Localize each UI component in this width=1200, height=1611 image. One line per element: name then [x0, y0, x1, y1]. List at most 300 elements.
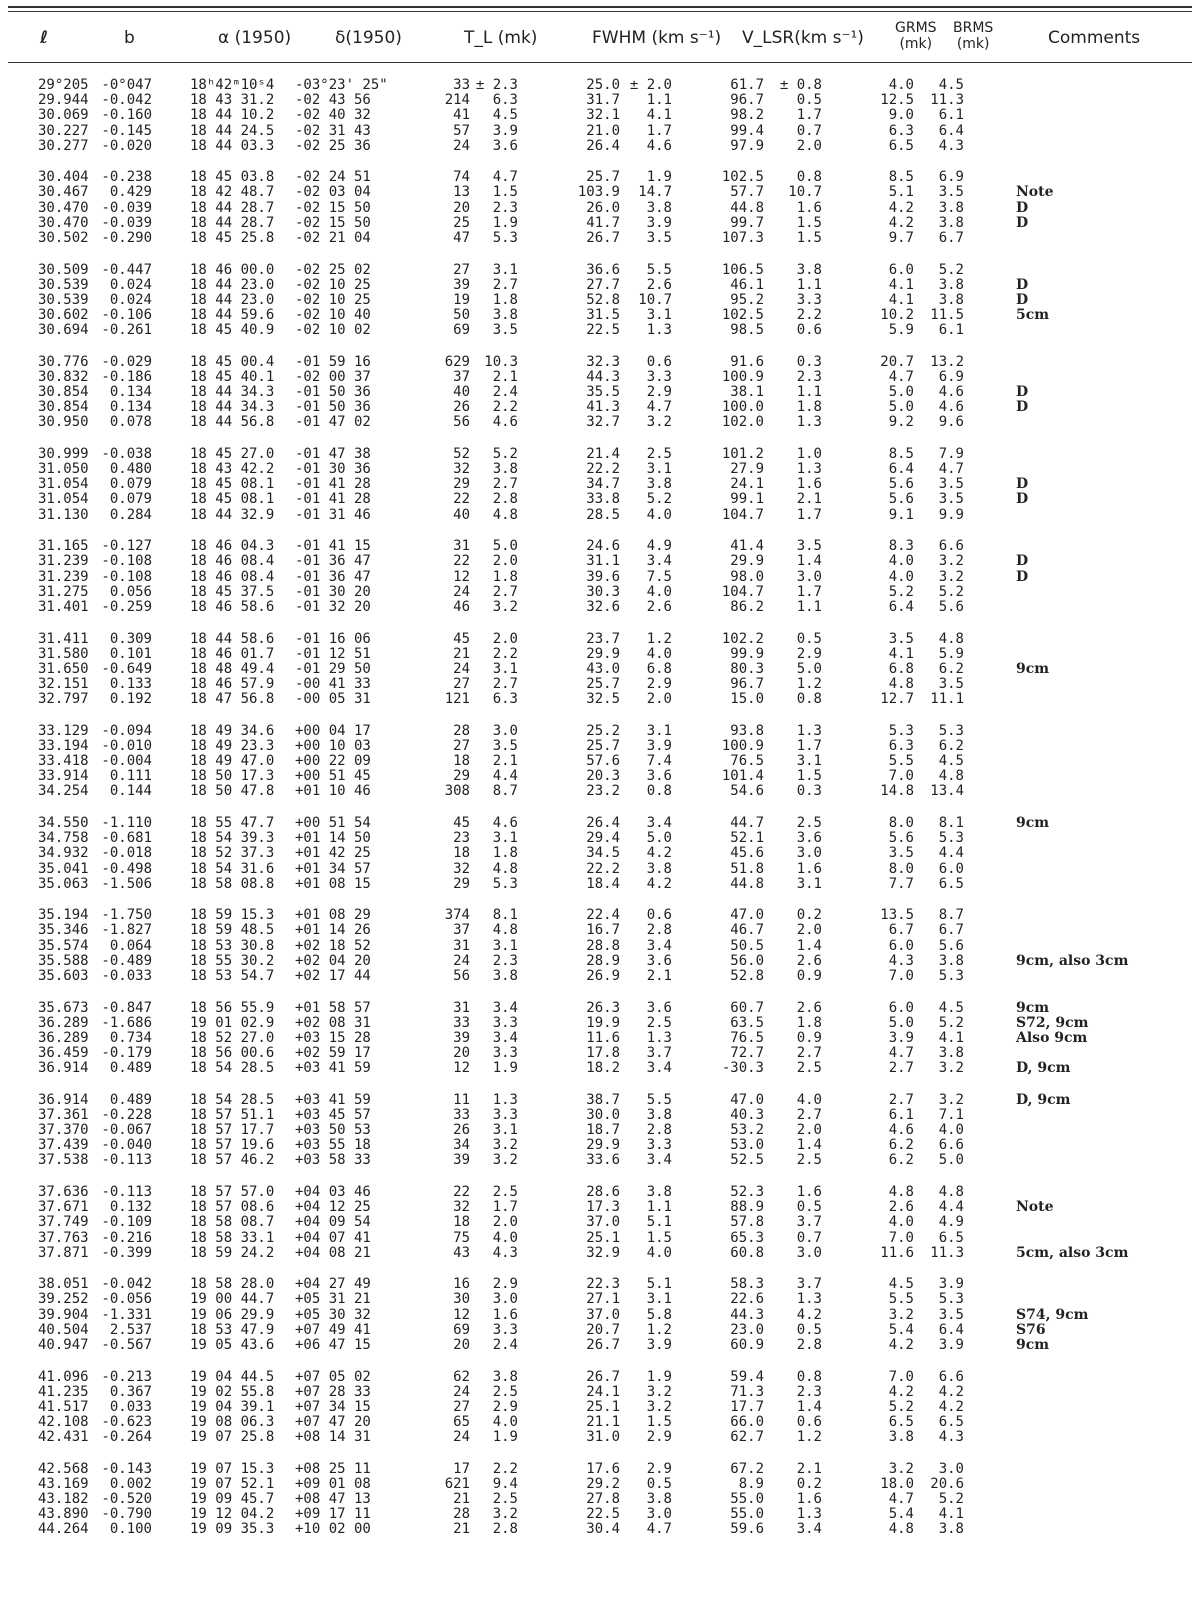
fwhm-err-cell: 4.7	[646, 1521, 672, 1538]
ra-cell: 18 44 23.0	[190, 276, 275, 293]
tl-err-cell: 3.8	[492, 1368, 518, 1385]
vlsr-err-cell: 2.6	[796, 952, 822, 969]
tl-err-cell: 2.1	[492, 753, 518, 770]
l-cell: 31.239	[38, 553, 89, 570]
dec-cell: +03 41 59	[295, 1091, 371, 1108]
vlsr-cell: 22.6	[730, 1291, 764, 1308]
dec-cell: -01 59 16	[295, 353, 371, 370]
vlsr-cell: 47.0	[730, 1091, 764, 1108]
vlsr-err-cell: 3.6	[796, 830, 822, 847]
brms-cell: 7.1	[938, 1106, 964, 1123]
comment-cell: S74, 9cm	[1016, 1306, 1089, 1323]
brms-cell: 4.9	[938, 1214, 964, 1231]
fwhm-err-cell: 4.2	[646, 845, 672, 862]
fwhm-err-cell: 5.1	[646, 1214, 672, 1231]
dec-cell: -01 32 20	[295, 598, 371, 615]
dec-cell: -02 10 25	[295, 276, 371, 293]
vlsr-err-cell: 0.9	[796, 967, 822, 984]
header-l: ℓ	[40, 28, 49, 48]
fwhm-err-cell: 0.6	[646, 907, 672, 924]
l-cell: 38.051	[38, 1276, 89, 1293]
grms-cell: 20.7	[880, 353, 914, 370]
tl-cell: 23	[453, 830, 470, 847]
vlsr-cell: 60.9	[730, 1336, 764, 1353]
grms-cell: 5.2	[888, 1398, 914, 1415]
comment-cell: D	[1016, 291, 1029, 308]
grms-cell: 4.0	[888, 568, 914, 585]
tl-cell: 24	[453, 660, 470, 677]
brms-cell: 4.8	[938, 630, 964, 647]
l-cell: 40.947	[38, 1336, 89, 1353]
tl-err-cell: 3.3	[492, 1321, 518, 1338]
brms-cell: 4.5	[938, 753, 964, 770]
fwhm-err-cell: 3.5	[646, 229, 672, 246]
b-cell: 0.002	[109, 1475, 152, 1492]
tl-cell: 20	[453, 199, 470, 216]
dec-cell: -02 21 04	[295, 229, 371, 246]
dec-cell: +08 25 11	[295, 1460, 371, 1477]
fwhm-err-cell: 3.0	[646, 1506, 672, 1523]
tl-cell: 46	[453, 598, 470, 615]
grms-cell: 3.9	[888, 1029, 914, 1046]
b-cell: -0.109	[101, 1214, 152, 1231]
tl-cell: 29	[453, 768, 470, 785]
tl-cell: 22	[453, 553, 470, 570]
fwhm-cell: 44.3	[586, 368, 620, 385]
l-cell: 33.129	[38, 722, 89, 739]
header-brms: BRMS (mk)	[953, 20, 994, 52]
b-cell: -0.033	[101, 967, 152, 984]
b-cell: 0.078	[109, 414, 152, 431]
tl-cell: 13	[453, 184, 470, 201]
vlsr-cell: 96.7	[730, 676, 764, 692]
tl-err-cell: 4.3	[492, 1244, 518, 1261]
brms-cell: 5.2	[938, 1491, 964, 1507]
fwhm-err-cell: 1.9	[646, 169, 672, 186]
fwhm-err-cell: 2.9	[646, 1460, 672, 1477]
ra-cell: 18 50 17.3	[190, 768, 275, 785]
fwhm-err-cell: 3.8	[646, 1491, 672, 1507]
b-cell: 0.480	[109, 461, 152, 478]
dec-cell: -02 15 50	[295, 214, 371, 231]
fwhm-cell: 37.0	[586, 1306, 620, 1323]
l-cell: 32.151	[38, 676, 89, 692]
vlsr-cell: 99.7	[730, 214, 764, 231]
vlsr-err-cell: 1.1	[796, 276, 822, 293]
fwhm-cell: 18.7	[586, 1122, 620, 1139]
l-cell: 30.950	[38, 414, 89, 431]
b-cell: -1.110	[101, 815, 152, 831]
b-cell: 0.144	[109, 783, 152, 800]
brms-cell: 11.3	[930, 92, 964, 109]
l-cell: 30.854	[38, 384, 89, 401]
tl-err-cell: 2.4	[492, 384, 518, 401]
ra-cell: 18 57 08.6	[190, 1199, 275, 1216]
grms-cell: 7.0	[888, 967, 914, 984]
vlsr-cell: 106.5	[721, 261, 764, 278]
grms-cell: 6.1	[888, 1106, 914, 1123]
fwhm-cell: 29.9	[586, 645, 620, 662]
b-cell: -0.042	[101, 92, 152, 109]
brms-cell: 11.5	[930, 307, 964, 323]
b-cell: -0.040	[101, 1137, 152, 1154]
vlsr-err-cell: 1.1	[796, 598, 822, 615]
dec-cell: +07 05 02	[295, 1368, 371, 1385]
brms-cell: 5.6	[938, 937, 964, 954]
grms-cell: 4.1	[888, 645, 914, 662]
tl-err-cell: 2.0	[492, 1214, 518, 1231]
grms-cell: 6.2	[888, 1137, 914, 1154]
fwhm-cell: 21.0	[586, 122, 620, 139]
ra-cell: 19 02 55.8	[190, 1383, 275, 1400]
dec-cell: +02 04 20	[295, 952, 371, 969]
ra-cell: 18 44 34.3	[190, 399, 275, 416]
tl-err-cell: 3.2	[492, 1137, 518, 1154]
l-cell: 37.749	[38, 1214, 89, 1231]
fwhm-cell: 25.2	[586, 722, 620, 739]
vlsr-err-cell: 1.3	[796, 1506, 822, 1523]
tl-err-cell: 3.5	[492, 322, 518, 339]
fwhm-cell: 31.7	[586, 92, 620, 109]
dec-cell: -01 16 06	[295, 630, 371, 647]
grms-cell: 5.4	[888, 1321, 914, 1338]
ra-cell: 18 44 24.5	[190, 122, 275, 139]
fwhm-err-cell: 5.2	[646, 491, 672, 508]
brms-cell: 3.5	[938, 184, 964, 201]
brms-cell: 11.1	[930, 691, 964, 708]
fwhm-err-cell: 3.9	[646, 1336, 672, 1353]
grms-cell: 12.5	[880, 92, 914, 109]
tl-cell: 30	[453, 1291, 470, 1308]
fwhm-err-cell: 3.4	[646, 1152, 672, 1169]
grms-cell: 3.8	[888, 1429, 914, 1446]
fwhm-err-cell: 3.1	[646, 722, 672, 739]
fwhm-err-cell: 3.4	[646, 815, 672, 831]
b-cell: -0.290	[101, 229, 152, 246]
vlsr-cell: 66.0	[730, 1414, 764, 1430]
vlsr-cell: 47.0	[730, 907, 764, 924]
tl-err-cell: 4.4	[492, 768, 518, 785]
ra-cell: 18 52 27.0	[190, 1029, 275, 1046]
l-cell: 31.054	[38, 491, 89, 508]
comment-cell: 5cm	[1016, 307, 1050, 323]
tl-cell: 33	[453, 77, 470, 93]
l-cell: 37.361	[38, 1106, 89, 1123]
tl-cell: 629	[444, 353, 470, 370]
l-cell: 30.467	[38, 184, 89, 201]
vlsr-err-cell: 1.6	[796, 199, 822, 216]
b-cell: 0.079	[109, 476, 152, 493]
fwhm-cell: 18.2	[586, 1060, 620, 1077]
fwhm-err-cell: 1.9	[646, 1368, 672, 1385]
fwhm-cell: 32.3	[586, 353, 620, 370]
fwhm-cell: 28.5	[586, 506, 620, 523]
dec-cell: -01 36 47	[295, 568, 371, 585]
vlsr-cell: 76.5	[730, 1029, 764, 1046]
ra-cell: 18 55 30.2	[190, 952, 275, 969]
vlsr-err-cell: 0.2	[796, 907, 822, 924]
ra-cell: 18 46 01.7	[190, 645, 275, 662]
dec-cell: +08 47 13	[295, 1491, 371, 1507]
tl-err-cell: 4.5	[492, 107, 518, 124]
b-cell: -0.216	[101, 1229, 152, 1246]
vlsr-err-cell: 1.3	[796, 414, 822, 431]
grms-cell: 4.2	[888, 1336, 914, 1353]
brms-cell: 3.2	[938, 553, 964, 570]
grms-cell: 3.5	[888, 630, 914, 647]
vlsr-err-cell: 1.5	[796, 229, 822, 246]
ra-cell: 18 45 40.9	[190, 322, 275, 339]
brms-cell: 4.3	[938, 137, 964, 154]
grms-cell: 5.0	[888, 384, 914, 401]
comment-cell: Note	[1016, 1199, 1054, 1216]
fwhm-cell: 29.2	[586, 1475, 620, 1492]
fwhm-err-cell: 3.8	[646, 1106, 672, 1123]
tl-cell: 52	[453, 446, 470, 462]
tl-err-cell: 2.2	[492, 645, 518, 662]
fwhm-err-cell: 1.1	[646, 92, 672, 109]
fwhm-err-cell: 3.2	[646, 1383, 672, 1400]
dec-cell: +09 01 08	[295, 1475, 371, 1492]
brms-cell: 4.4	[938, 1199, 964, 1216]
dec-cell: +02 59 17	[295, 1045, 371, 1061]
fwhm-cell: 38.7	[586, 1091, 620, 1108]
tl-err-cell: 5.3	[492, 229, 518, 246]
fwhm-err-cell: 3.2	[646, 414, 672, 431]
comment-cell: D, 9cm	[1016, 1091, 1071, 1108]
vlsr-err-cell: 1.6	[796, 1184, 822, 1200]
grms-cell: 10.2	[880, 307, 914, 323]
tl-cell: 27	[453, 1398, 470, 1415]
brms-cell: 3.5	[938, 491, 964, 508]
vlsr-err-cell: 3.4	[796, 1521, 822, 1538]
tl-err-cell: 5.2	[492, 446, 518, 462]
grms-cell: 2.7	[888, 1060, 914, 1077]
vlsr-err-cell: 1.7	[796, 107, 822, 124]
tl-err-cell: 2.3	[492, 952, 518, 969]
dec-cell: -02 10 25	[295, 291, 371, 308]
fwhm-cell: 26.0	[586, 199, 620, 216]
l-cell: 30.539	[38, 291, 89, 308]
fwhm-err-cell: 4.2	[646, 875, 672, 892]
vlsr-err-cell: 1.8	[796, 399, 822, 416]
fwhm-err-cell: 2.8	[646, 1122, 672, 1139]
b-cell: -0.020	[101, 137, 152, 154]
ra-cell: 18 46 08.4	[190, 553, 275, 570]
fwhm-err-cell: 5.1	[646, 1276, 672, 1293]
b-cell: -1.686	[101, 1014, 152, 1031]
fwhm-cell: 25.0	[586, 77, 620, 93]
vlsr-cell: 104.7	[721, 506, 764, 523]
ra-cell: 18 58 28.0	[190, 1276, 275, 1293]
ra-cell: 18 49 23.3	[190, 737, 275, 754]
fwhm-err-cell: 3.3	[646, 1137, 672, 1154]
fwhm-err-cell: 0.8	[646, 783, 672, 800]
vlsr-err-cell: 1.8	[796, 1014, 822, 1031]
vlsr-err-cell: 2.2	[796, 307, 822, 323]
vlsr-err-cell: 1.7	[796, 583, 822, 600]
vlsr-err-cell: 0.8	[796, 169, 822, 186]
fwhm-cell: 24.6	[586, 538, 620, 555]
brms-cell: 6.9	[938, 169, 964, 186]
fwhm-cell: 30.4	[586, 1521, 620, 1538]
b-cell: -0.520	[101, 1491, 152, 1507]
fwhm-err-cell: 4.0	[646, 645, 672, 662]
fwhm-cell: 23.7	[586, 630, 620, 647]
brms-cell: 3.9	[938, 1276, 964, 1293]
b-cell: 0.489	[109, 1060, 152, 1077]
tl-cell: 65	[453, 1414, 470, 1430]
comment-cell: D	[1016, 276, 1029, 293]
fwhm-err-cell: 4.1	[646, 107, 672, 124]
vlsr-cell: 59.6	[730, 1521, 764, 1538]
fwhm-err-cell: 2.6	[646, 598, 672, 615]
vlsr-err-cell: 0.5	[796, 630, 822, 647]
fwhm-cell: 31.5	[586, 307, 620, 323]
vlsr-cell: 46.7	[730, 922, 764, 939]
tl-err-cell: 3.2	[492, 1506, 518, 1523]
l-cell: 30.539	[38, 276, 89, 293]
vlsr-cell: 46.1	[730, 276, 764, 293]
grms-cell: 8.5	[888, 169, 914, 186]
ra-cell: 18 59 24.2	[190, 1244, 275, 1261]
fwhm-err-cell: 3.8	[646, 860, 672, 877]
ra-cell: 18 46 00.0	[190, 261, 275, 278]
l-cell: 35.063	[38, 875, 89, 892]
vlsr-cell: 71.3	[730, 1383, 764, 1400]
tl-cell: 74	[453, 169, 470, 186]
grms-cell: 4.0	[888, 1214, 914, 1231]
vlsr-cell: 100.9	[721, 737, 764, 754]
fwhm-err-cell: 0.6	[646, 353, 672, 370]
grms-cell: 6.5	[888, 1414, 914, 1430]
grms-cell: 6.3	[888, 122, 914, 139]
l-cell: 30.832	[38, 368, 89, 385]
ra-cell: 18 58 33.1	[190, 1229, 275, 1246]
fwhm-cell: 28.9	[586, 952, 620, 969]
b-cell: -0.038	[101, 446, 152, 462]
b-cell: -0.649	[101, 660, 152, 677]
dec-cell: +06 47 15	[295, 1336, 371, 1353]
b-cell: 0.134	[109, 384, 152, 401]
tl-cell: 37	[453, 922, 470, 939]
grms-cell: 8.0	[888, 860, 914, 877]
tl-cell: 50	[453, 307, 470, 323]
tl-cell: 214	[444, 92, 470, 109]
fwhm-cell: 103.9	[577, 184, 620, 201]
tl-cell: 21	[453, 1521, 470, 1538]
tl-err-cell: 2.5	[492, 1491, 518, 1507]
grms-cell: 7.0	[888, 1229, 914, 1246]
tl-err-cell: 1.9	[492, 214, 518, 231]
vlsr-err-cell: 1.5	[796, 214, 822, 231]
b-cell: -0.067	[101, 1122, 152, 1139]
tl-cell: 308	[444, 783, 470, 800]
brms-cell: 6.6	[938, 1137, 964, 1154]
brms-cell: 5.3	[938, 1291, 964, 1308]
ra-cell: 18 49 47.0	[190, 753, 275, 770]
vlsr-cell: 99.1	[730, 491, 764, 508]
comment-cell: D	[1016, 491, 1029, 508]
brms-cell: 6.7	[938, 229, 964, 246]
vlsr-cell: -30.3	[721, 1060, 764, 1077]
dec-cell: -01 29 50	[295, 660, 371, 677]
fwhm-err-cell: 2.9	[646, 1429, 672, 1446]
dec-cell: +01 42 25	[295, 845, 371, 862]
fwhm-err-cell: 14.7	[638, 184, 672, 201]
tl-cell: 57	[453, 122, 470, 139]
dec-cell: +02 18 52	[295, 937, 371, 954]
ra-cell: 18 56 55.9	[190, 999, 275, 1016]
vlsr-err-cell: 2.0	[796, 137, 822, 154]
vlsr-cell: 56.0	[730, 952, 764, 969]
vlsr-cell: 72.7	[730, 1045, 764, 1061]
fwhm-err-cell: 5.8	[646, 1306, 672, 1323]
grms-cell: 18.0	[880, 1475, 914, 1492]
ra-cell: 19 09 35.3	[190, 1521, 275, 1538]
l-cell: 43.890	[38, 1506, 89, 1523]
dec-cell: +00 10 03	[295, 737, 371, 754]
tl-err-cell: 3.8	[492, 967, 518, 984]
vlsr-err-cell: 3.0	[796, 1244, 822, 1261]
brms-cell: 3.2	[938, 568, 964, 585]
vlsr-cell: 100.0	[721, 399, 764, 416]
top-rule-thin	[8, 11, 1192, 12]
brms-cell: 6.4	[938, 122, 964, 139]
tl-cell: 39	[453, 276, 470, 293]
fwhm-err-cell: 4.9	[646, 538, 672, 555]
fwhm-err-cell: 4.6	[646, 137, 672, 154]
l-cell: 35.346	[38, 922, 89, 939]
fwhm-err-cell: 1.2	[646, 1321, 672, 1338]
fwhm-err-cell: 10.7	[638, 291, 672, 308]
b-cell: 0.734	[109, 1029, 152, 1046]
brms-cell: 6.5	[938, 875, 964, 892]
dec-cell: +01 14 50	[295, 830, 371, 847]
tl-err-cell: 3.3	[492, 1014, 518, 1031]
dec-cell: -00 41 33	[295, 676, 371, 692]
vlsr-cell: 61.7	[730, 77, 764, 93]
vlsr-err-cell: 1.1	[796, 384, 822, 401]
vlsr-err-cell: 3.3	[796, 291, 822, 308]
grms-cell: 12.7	[880, 691, 914, 708]
b-cell: 0.100	[109, 1521, 152, 1538]
fwhm-cell: 32.1	[586, 107, 620, 124]
ra-cell: 18 45 08.1	[190, 476, 275, 493]
tl-cell: 39	[453, 1029, 470, 1046]
header-alpha: α (1950)	[218, 28, 292, 48]
vlsr-cell: 54.6	[730, 783, 764, 800]
dec-cell: +04 12 25	[295, 1199, 371, 1216]
tl-cell: 37	[453, 368, 470, 385]
tl-cell: 26	[453, 1122, 470, 1139]
grms-cell: 4.7	[888, 1045, 914, 1061]
ra-cell: 19 09 45.7	[190, 1491, 275, 1507]
l-cell: 36.459	[38, 1045, 89, 1061]
tl-cell: 19	[453, 291, 470, 308]
ra-cell: 18 45 27.0	[190, 446, 275, 462]
fwhm-cell: 32.7	[586, 414, 620, 431]
b-cell: 0.134	[109, 399, 152, 416]
b-cell: -0.113	[101, 1152, 152, 1169]
vlsr-cell: 101.2	[721, 446, 764, 462]
fwhm-cell: 25.1	[586, 1229, 620, 1246]
vlsr-cell: 60.8	[730, 1244, 764, 1261]
dec-cell: +00 04 17	[295, 722, 371, 739]
dec-cell: +07 47 20	[295, 1414, 371, 1430]
fwhm-cell: 21.1	[586, 1414, 620, 1430]
tl-cell: 121	[444, 691, 470, 708]
